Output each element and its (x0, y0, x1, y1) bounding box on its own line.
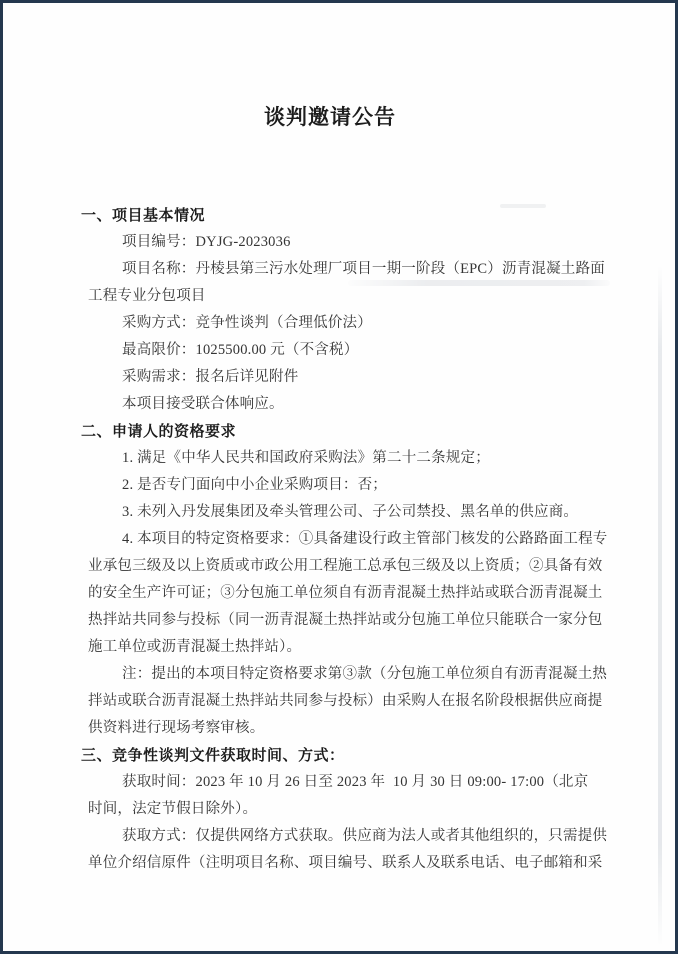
document-line: 的安全生产许可证；③分包施工单位须自有沥青混凝土热拌站或联合沥青混凝土 (88, 585, 603, 601)
document-line: 最高限价：1025500.00 元（不含税） (122, 342, 359, 358)
document-body (81, 202, 624, 877)
document-line: 1. 满足《中华人民共和国政府采购法》第二十二条规定； (122, 450, 490, 466)
document-title: 谈判邀请公告 (264, 105, 396, 129)
document-line: 3. 未列入丹发展集团及牵头管理公司、子公司禁投、黑名单的供应商。 (122, 504, 579, 520)
document-line: 项目编号：DYJG-2023036 (122, 234, 291, 250)
document-line: 采购需求：报名后详见附件 (122, 369, 299, 385)
scan-artifact-vertical-line (658, 265, 662, 947)
section-heading: 二、申请人的资格要求 (81, 423, 237, 440)
document-line: 获取方式：仅提供网络方式获取。供应商为法人或者其他组织的，只需提供 (122, 828, 608, 844)
document-line: 工程专业分包项目 (88, 288, 206, 304)
document-line: 4. 本项目的特定资格要求：①具备建设行政主管部门核发的公路路面工程专 (122, 531, 608, 547)
document-line: 2. 是否专门面向中小企业采购项目：否； (122, 477, 387, 493)
document-line: 获取时间：2023 年 10 月 26 日至 2023 年 10 月 30 日 09:00- 17:00（北京 (122, 774, 589, 790)
document-line: 本项目接受联合体响应。 (122, 396, 284, 412)
scan-artifact-smudge-small (500, 204, 546, 208)
document-line: 项目名称：丹棱县第三污水处理厂项目一期一阶段（EPC）沥青混凝土路面 (122, 261, 605, 277)
document-line: 供资料进行现场考察审核。 (88, 720, 265, 736)
document-line: 采购方式：竞争性谈判（合理低价法） (122, 315, 372, 331)
document-line: 时间，法定节假日除外）。 (88, 801, 258, 817)
document-line: 业承包三级及以上资质或市政公用工程施工总承包三级及以上资质；②具备有效 (88, 558, 603, 574)
document-line: 施工单位或沥青混凝土热拌站）。 (88, 639, 302, 655)
document-line: 热拌站共同参与投标（同一沥青混凝土热拌站或分包施工单位只能联合一家分包 (88, 612, 603, 628)
section-heading: 三、竞争性谈判文件获取时间、方式： (81, 747, 345, 764)
document-line: 注：提出的本项目特定资格要求第③款（分包施工单位须自有沥青混凝土热 (122, 666, 608, 682)
document-line: 单位介绍信原件（注明项目名称、项目编号、联系人及联系电话、电子邮箱和采 (88, 855, 603, 871)
section-heading: 一、项目基本情况 (81, 207, 206, 224)
document-line: 拌站或联合沥青混凝土热拌站共同参与投标）由采购人在报名阶段根据供应商提 (88, 693, 603, 709)
scan-artifact-smudge (348, 280, 610, 286)
